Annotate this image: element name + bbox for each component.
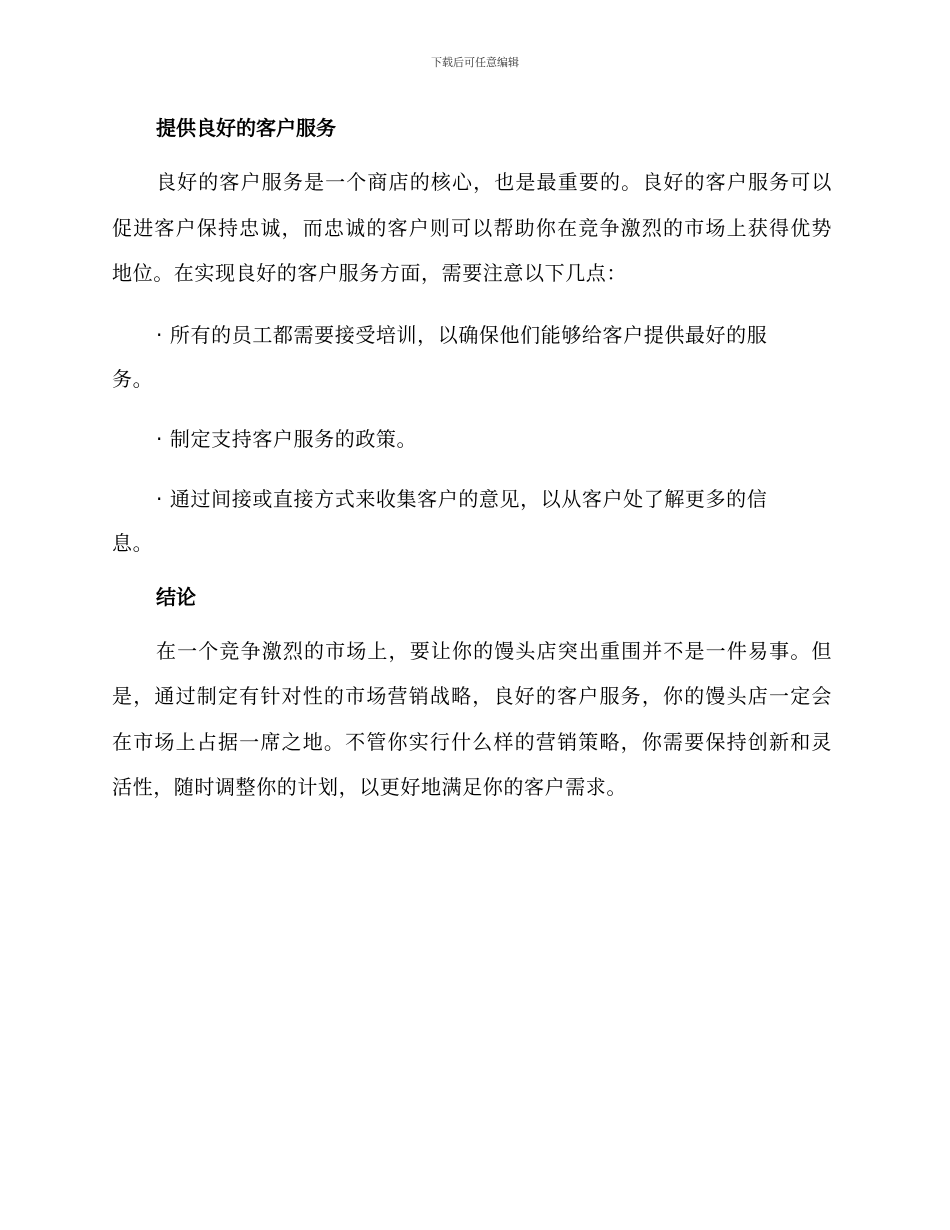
- bullet-item-service-policy: · 制定支持客户服务的政策。: [156, 426, 418, 451]
- customer-service-intro-paragraph: 良好的客户服务是一个商店的核心，也是最重要的。良好的客户服务可以促进客户保持忠诚，而忠诚的客户则可以帮助你在竞争激烈的市场上获得优势地位。在实现良好的客户服务方面，需要注意以下几点：: [112, 170, 832, 285]
- document-body: [112, 110, 832, 811]
- conclusion-paragraph: 在一个竞争激烈的市场上，要让你的馒头店突出重围并不是一件易事。但是，通过制定有针对性的市场营销战略，良好的客户服务，你的馒头店一定会在市场上占据一席之地。不管你实行什么样的营销策略，你需要保持创新和灵活性，随时调整你的计划，以更好地满足你的客户需求。: [112, 638, 832, 799]
- bullet-item-staff-training: · 所有的员工都需要接受培训，以确保他们能够给客户提供最好的服务。: [112, 322, 768, 391]
- section-heading-customer-service: 提供良好的客户服务: [156, 116, 336, 140]
- section-heading-conclusion: 结论: [156, 584, 196, 609]
- page-header-note: 下载后可任意编辑: [431, 56, 519, 69]
- bullet-item-collect-feedback: · 通过间接或直接方式来收集客户的意见，以从客户处了解更多的信息。: [112, 486, 768, 555]
